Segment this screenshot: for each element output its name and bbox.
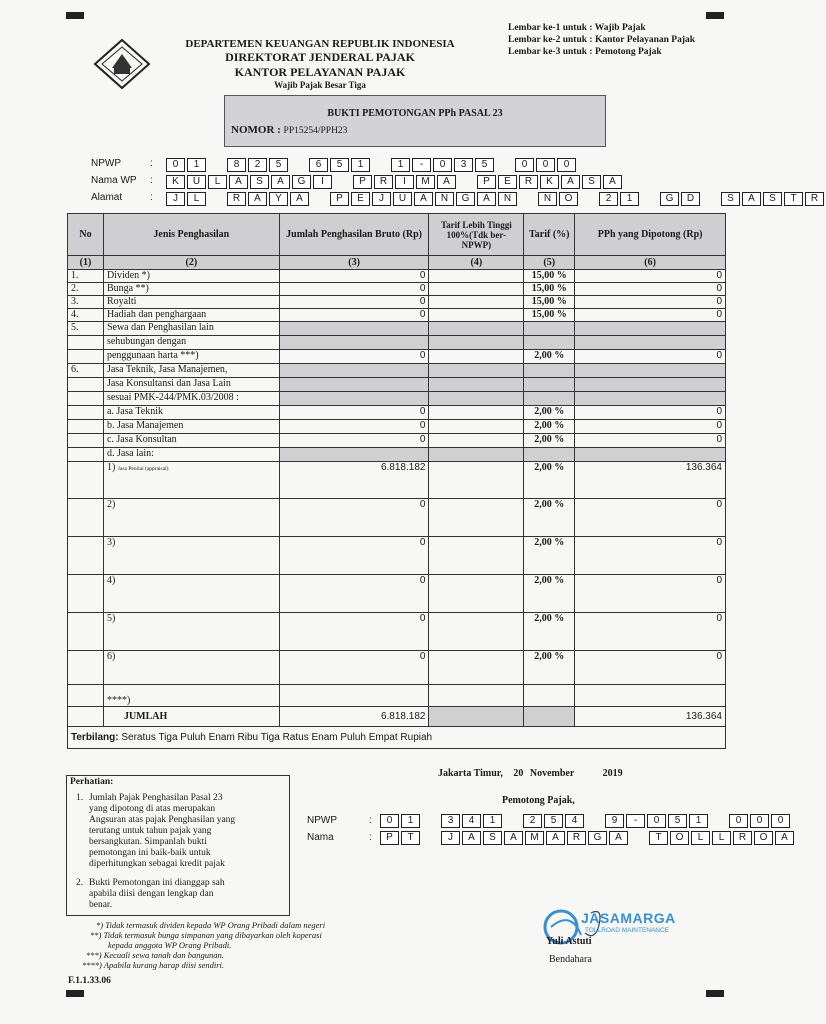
char-box: 0: [771, 814, 790, 828]
pemotong-nama-label: Nama: [307, 832, 334, 843]
char-box: S: [483, 831, 502, 845]
char-box: 0: [647, 814, 666, 828]
table-row: 4. Hadiah dan penghargaan 0 15,00 % 0: [68, 309, 726, 322]
char-box: R: [567, 831, 586, 845]
char-box: 0: [515, 158, 534, 172]
copy-line: Lembar ke-1 untuk : Wajib Pajak: [508, 23, 646, 33]
char-box: 1: [391, 158, 410, 172]
char-box: [208, 158, 225, 170]
document-number: NOMOR : PP15254/PPH23: [231, 124, 348, 136]
char-box: T: [784, 192, 803, 206]
char-box: R: [805, 192, 824, 206]
char-box: 1: [620, 192, 639, 206]
table-row: c. Jasa Konsultan 0 2,00 % 0: [68, 434, 726, 448]
char-box: 5: [668, 814, 687, 828]
char-box: G: [456, 192, 475, 206]
table-row: 6. Jasa Teknik, Jasa Manajemen,: [68, 364, 726, 378]
pemotong-nama-boxes: [380, 831, 796, 844]
char-box: [422, 831, 439, 843]
table-row: b. Jasa Manajemen 0 2,00 % 0: [68, 420, 726, 434]
char-box: 5: [544, 814, 563, 828]
char-box: J: [372, 192, 391, 206]
char-box: U: [187, 175, 206, 189]
registration-mark: [706, 12, 724, 19]
char-box: [519, 192, 536, 204]
table-row: ****): [68, 685, 726, 707]
pemotong-npwp-label: NPWP: [307, 815, 337, 826]
table-row: 2. Bunga **) 0 15,00 % 0: [68, 283, 726, 296]
copy-line: Lembar ke-2 untuk : Kantor Pelayanan Pajak: [508, 35, 696, 45]
char-box: A: [229, 175, 248, 189]
char-box: A: [290, 192, 309, 206]
char-box: A: [271, 175, 290, 189]
char-box: I: [313, 175, 332, 189]
char-box: S: [721, 192, 740, 206]
table-row: a. Jasa Teknik 0 2,00 % 0: [68, 406, 726, 420]
char-box: L: [208, 175, 227, 189]
char-box: R: [519, 175, 538, 189]
char-box: A: [248, 192, 267, 206]
char-box: P: [477, 175, 496, 189]
perhatian-item-1: Jumlah Pajak Penghasilan Pasal 23 yang dipotong di atas merupakan Angsuran atas pajak Penghasilan yang terutang untuk tahun pajak yang bersangkutan. Simpanlah bukti pemotongan ini baik-baik untuk diperhitungkan sebagai kredit pajak: [89, 793, 236, 869]
char-box: K: [540, 175, 559, 189]
footnote: **) Tidak termasuk bunga simpanan yang dibayarkan oleh koperasi: [90, 930, 322, 940]
stamp-brand: JASAMARGA: [581, 910, 676, 926]
char-box: [496, 158, 513, 170]
char-box: 1: [483, 814, 502, 828]
garuda-emblem-icon: [92, 38, 152, 90]
pemotong-npwp-boxes: [380, 814, 792, 827]
footnote: *) Tidak termasuk dividen kepada WP Orang Pribadi dalam negeri: [96, 920, 326, 930]
char-box: [580, 192, 597, 204]
char-box: S: [250, 175, 269, 189]
char-box: [586, 814, 603, 826]
char-box: P: [380, 831, 399, 845]
char-box: A: [561, 175, 580, 189]
npwp-label: NPWP: [91, 158, 121, 169]
agency-header: [160, 38, 480, 90]
char-box: 4: [462, 814, 481, 828]
npwp-boxes: [166, 158, 578, 171]
char-box: E: [498, 175, 517, 189]
agency-line-1: DEPARTEMEN KEUANGAN REPUBLIK INDONESIA: [185, 38, 455, 50]
table-row: 6) 0 2,00 % 0: [68, 651, 726, 685]
header-pph: PPh yang Dipotong (Rp): [575, 214, 726, 256]
char-box: N: [538, 192, 557, 206]
total-row: JUMLAH 6.818.182 136.364: [68, 707, 726, 727]
char-box: [422, 814, 439, 826]
char-box: 0: [750, 814, 769, 828]
char-box: A: [546, 831, 565, 845]
char-box: A: [504, 831, 523, 845]
char-box: [290, 158, 307, 170]
stamp-subtitle: TOLLROAD MAINTENANCE: [585, 927, 670, 934]
table-header-row: [68, 214, 726, 256]
terbilang-row: Terbilang: Seratus Tiga Puluh Enam Ribu Tiga Ratus Enam Puluh Empat Rupiah: [68, 727, 726, 749]
table-row: 3) 0 2,00 % 0: [68, 537, 726, 575]
char-box: 2: [523, 814, 542, 828]
char-box: K: [166, 175, 185, 189]
char-box: [504, 814, 521, 826]
table-row: 2) 0 2,00 % 0: [68, 499, 726, 537]
char-box: S: [763, 192, 782, 206]
header-bruto: Jumlah Penghasilan Bruto (Rp): [279, 214, 429, 256]
footnotes: [82, 920, 325, 970]
char-box: A: [414, 192, 433, 206]
char-box: 3: [454, 158, 473, 172]
char-box: 0: [380, 814, 399, 828]
char-box: [458, 175, 475, 187]
signer-name: Yuli Astuti: [546, 936, 592, 947]
char-box: G: [588, 831, 607, 845]
char-box: 5: [475, 158, 494, 172]
char-box: 6: [309, 158, 328, 172]
table-row: 1. Dividen *) 0 15,00 % 0: [68, 270, 726, 283]
char-box: A: [603, 175, 622, 189]
header-jenis: Jenis Penghasilan: [103, 214, 279, 256]
char-box: 1: [351, 158, 370, 172]
nama-wp-boxes: [166, 175, 624, 188]
char-box: 4: [565, 814, 584, 828]
registration-mark: [706, 990, 724, 997]
char-box: L: [712, 831, 731, 845]
table-row: 1) Jasa Penilai (appraisal) 6.818.182 2,00 % 136.364: [68, 462, 726, 499]
header-tarif: Tarif (%): [524, 214, 575, 256]
agency-line-2: DIREKTORAT JENDERAL PAJAK: [225, 50, 415, 64]
perhatian-item-2: Bukti Pemotongan ini dianggap sah apabila diisi dengan lengkap dan benar.: [89, 878, 225, 910]
copy-line: Lembar ke-3 untuk : Pemotong Pajak: [508, 47, 662, 57]
perhatian-box: Perhatian: 1. Jumlah Pajak Penghasilan Pasal 23 yang dipotong di atas merupakan Angsuran atas pajak Penghasilan yang terutang untuk tahun pajak yang bersangkutan. Simpanlah bukti pemotongan ini baik-baik untuk diperhitungkan sebagai kredit pajak 2. Bukti Pemotongan ini dianggap sah apabila diisi dengan lengkap dan benar.: [66, 775, 290, 916]
table-row: d. Jasa lain:: [68, 448, 726, 462]
table-row: 5) 0 2,00 % 0: [68, 613, 726, 651]
char-box: [208, 192, 225, 204]
copies-list: [508, 22, 695, 58]
char-box: [641, 192, 658, 204]
char-box: 2: [248, 158, 267, 172]
char-box: P: [330, 192, 349, 206]
char-box: L: [187, 192, 206, 206]
char-box: O: [559, 192, 578, 206]
char-box: 0: [536, 158, 555, 172]
char-box: M: [416, 175, 435, 189]
alamat-label: Alamat: [91, 192, 123, 203]
char-box: P: [353, 175, 372, 189]
char-box: N: [435, 192, 454, 206]
table-row: sesuai PMK-244/PMK.03/2008 :: [68, 392, 726, 406]
char-box: 5: [269, 158, 288, 172]
char-box: 0: [729, 814, 748, 828]
char-box: O: [670, 831, 689, 845]
char-box: R: [227, 192, 246, 206]
char-box: E: [351, 192, 370, 206]
char-box: O: [754, 831, 773, 845]
char-box: I: [395, 175, 414, 189]
char-box: [710, 814, 727, 826]
char-box: G: [292, 175, 311, 189]
char-box: [311, 192, 328, 204]
char-box: A: [477, 192, 496, 206]
char-box: A: [462, 831, 481, 845]
pemotong-title: Pemotong Pajak,: [502, 795, 575, 806]
char-box: J: [441, 831, 460, 845]
form-code: F.1.1.33.06: [68, 976, 111, 986]
char-box: -: [626, 814, 645, 828]
char-box: Y: [269, 192, 288, 206]
char-box: M: [525, 831, 544, 845]
table-row: Jasa Konsultansi dan Jasa Lain: [68, 378, 726, 392]
header-tarif-tinggi: Tarif Lebih Tinggi 100%(Tdk ber-NPWP): [429, 214, 524, 256]
registration-mark: [66, 12, 84, 19]
signer-role: Bendahara: [549, 954, 592, 965]
char-box: R: [733, 831, 752, 845]
registration-mark: [66, 990, 84, 997]
footnote: kepada anggota WP Orang Pribadi.: [108, 940, 232, 950]
table-row: penggunaan harta ***) 0 2,00 % 0: [68, 350, 726, 364]
char-box: S: [582, 175, 601, 189]
char-box: 2: [599, 192, 618, 206]
char-box: U: [393, 192, 412, 206]
char-box: 3: [441, 814, 460, 828]
place-date: Jakarta Timur, 20 November 2019: [438, 768, 623, 779]
char-box: G: [660, 192, 679, 206]
char-box: R: [374, 175, 393, 189]
char-box: -: [412, 158, 431, 172]
table-row: 4) 0 2,00 % 0: [68, 575, 726, 613]
table-row: 5. Sewa dan Penghasilan lain: [68, 322, 726, 336]
char-box: 1: [689, 814, 708, 828]
table-row: 3. Royalti 0 15,00 % 0: [68, 296, 726, 309]
char-box: 8: [227, 158, 246, 172]
char-box: T: [649, 831, 668, 845]
char-box: J: [166, 192, 185, 206]
char-box: 0: [433, 158, 452, 172]
char-box: T: [401, 831, 420, 845]
char-box: 1: [401, 814, 420, 828]
char-box: 9: [605, 814, 624, 828]
char-box: N: [498, 192, 517, 206]
char-box: 0: [557, 158, 576, 172]
withholding-table: [67, 213, 726, 749]
nama-wp-label: Nama WP: [91, 175, 137, 186]
alamat-boxes: [166, 192, 826, 205]
document-title-box: [224, 95, 606, 147]
agency-line-4: Wajib Pajak Besar Tiga: [274, 80, 366, 90]
agency-line-3: KANTOR PELAYANAN PAJAK: [234, 65, 406, 79]
char-box: L: [691, 831, 710, 845]
header-no: No: [68, 214, 104, 256]
char-box: [702, 192, 719, 204]
char-box: A: [437, 175, 456, 189]
column-number-row: (1) (2) (3) (4) (5) (6): [68, 256, 726, 270]
char-box: A: [742, 192, 761, 206]
char-box: [334, 175, 351, 187]
char-box: [630, 831, 647, 843]
footnote: ***) Kecuali sewa tanah dan bangunan.: [86, 950, 224, 960]
char-box: [372, 158, 389, 170]
footnote: ****) Apabila kurang harap diisi sendiri.: [82, 960, 225, 970]
char-box: 1: [187, 158, 206, 172]
char-box: 5: [330, 158, 349, 172]
document-title: BUKTI PEMOTONGAN PPh PASAL 23: [327, 108, 503, 119]
char-box: A: [609, 831, 628, 845]
table-row: sehubungan dengan: [68, 336, 726, 350]
char-box: A: [775, 831, 794, 845]
char-box: 0: [166, 158, 185, 172]
char-box: D: [681, 192, 700, 206]
